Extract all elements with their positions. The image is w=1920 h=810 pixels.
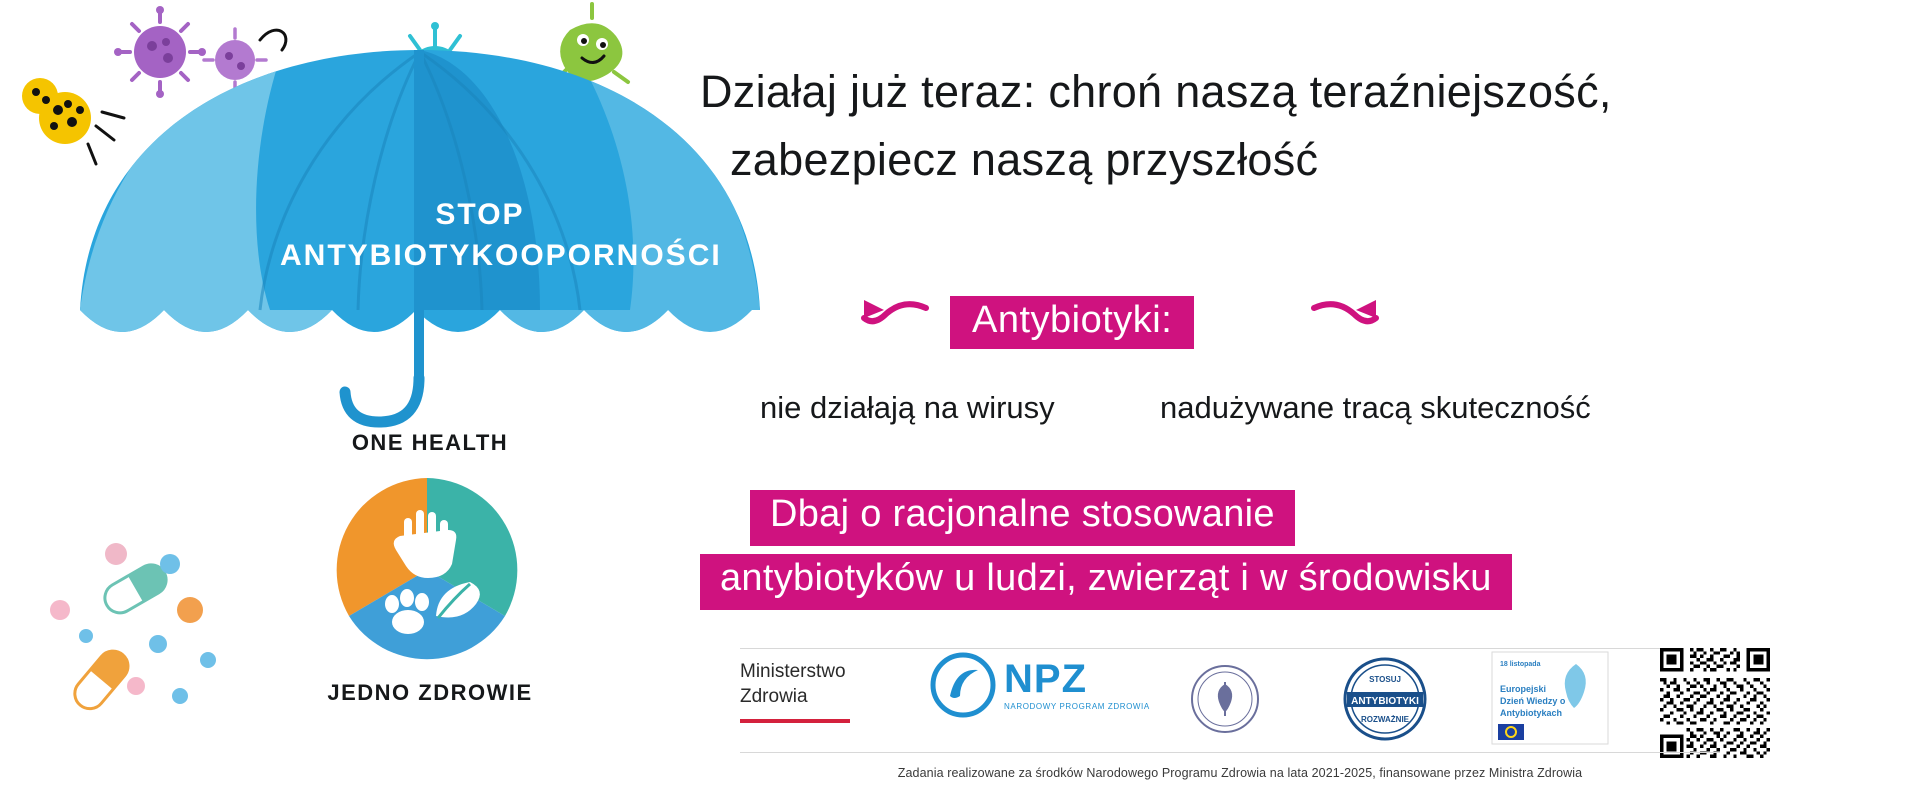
umbrella-slogan-line1: STOP bbox=[435, 198, 525, 231]
logo-strip-bottom-divider bbox=[740, 752, 1720, 753]
headline bbox=[700, 58, 1900, 193]
headline-line2: zabezpiecz naszą przyszłość bbox=[730, 133, 1319, 185]
stosuj-antybiotyki-rozwaznie-logo bbox=[1320, 654, 1450, 749]
sub-claims bbox=[700, 390, 1900, 434]
stosuj-line3: ROZWAŻNIE bbox=[1361, 715, 1409, 724]
npz-acronym: NPZ bbox=[1004, 657, 1087, 701]
ministerstwo-line1: Ministerstwo bbox=[740, 661, 846, 682]
call-to-action bbox=[700, 490, 1900, 610]
logo-strip bbox=[700, 648, 1920, 788]
cta-line2: antybiotyków u ludzi, zwierząt i w środowisku bbox=[700, 554, 1512, 610]
arrow-left-icon bbox=[860, 300, 930, 344]
antybiotyki-chip: Antybiotyki: bbox=[950, 296, 1194, 349]
npz-subtitle: NARODOWY PROGRAM ZDROWIA bbox=[1004, 702, 1150, 711]
stosuj-line2: ANTYBIOTYKI bbox=[1351, 696, 1419, 707]
gis-logo bbox=[1180, 654, 1270, 749]
content-column bbox=[700, 0, 1920, 810]
edwa-line2: Dzień Wiedzy o bbox=[1500, 696, 1566, 706]
npz-text bbox=[1004, 659, 1150, 711]
funding-footnote: Zadania realizowane za środków Narodowego Programu Zdrowia na lata 2021-2025, finansowane przez Ministra Zdrowia bbox=[897, 766, 1583, 780]
claim-no-viruses: nie działają na wirusy bbox=[760, 390, 1055, 425]
cta-line1: Dbaj o racjonalne stosowanie bbox=[750, 490, 1295, 546]
ministerstwo-zdrowia-logo bbox=[740, 660, 850, 723]
npz-mark-icon bbox=[930, 652, 996, 718]
antybiotyki-row bbox=[850, 296, 1670, 348]
polish-flag-rule bbox=[740, 719, 850, 723]
edwa-line3: Antybiotykach bbox=[1500, 708, 1563, 718]
qr-code[interactable] bbox=[1660, 648, 1770, 763]
edwa-date: 18 listopada bbox=[1500, 661, 1541, 668]
headline-line1: Działaj już teraz: chroń naszą teraźniejszość, bbox=[700, 66, 1612, 117]
stosuj-line1: STOSUJ bbox=[1369, 675, 1401, 684]
jedno-zdrowie-label: JEDNO ZDROWIE bbox=[327, 680, 533, 705]
arrow-right-icon bbox=[1310, 300, 1380, 344]
capsule-orange-icon bbox=[69, 645, 134, 715]
edwa-line1: Europejski bbox=[1500, 684, 1547, 694]
umbrella-slogan-line2: ANTYBIOTYKOOPORNOŚCI bbox=[280, 238, 722, 272]
pills-illustration bbox=[40, 540, 270, 720]
one-health-label: ONE HEALTH bbox=[351, 430, 509, 455]
npz-logo bbox=[930, 652, 1150, 718]
one-health-symbol bbox=[312, 470, 542, 670]
capsule-teal-icon bbox=[99, 559, 171, 618]
ministerstwo-line2: Zdrowia bbox=[740, 685, 808, 707]
logo-strip-top-divider bbox=[740, 648, 1720, 649]
claim-overuse: nadużywane tracą skuteczność bbox=[1160, 390, 1591, 425]
europejski-dzien-wiedzy-logo bbox=[1490, 650, 1610, 751]
